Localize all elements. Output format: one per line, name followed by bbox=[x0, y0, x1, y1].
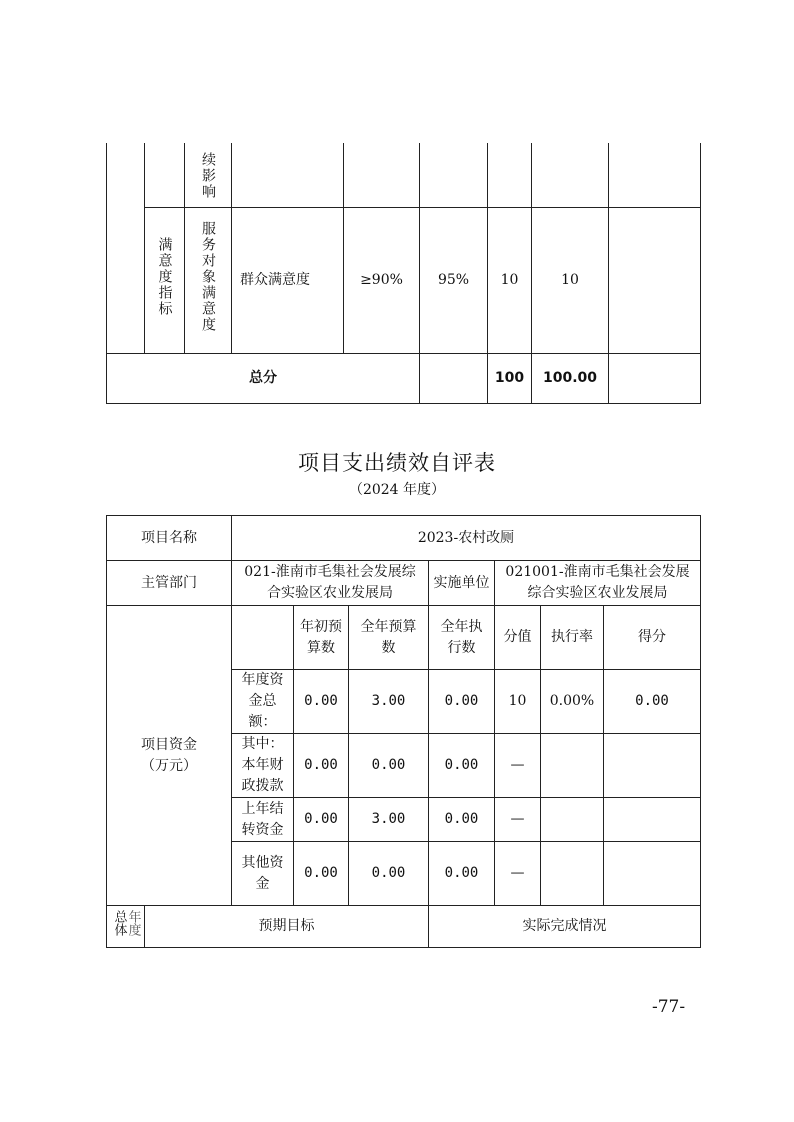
annual-executed: 0.00 bbox=[429, 842, 495, 906]
blank-cell bbox=[609, 207, 701, 353]
target-value: ≥90% bbox=[344, 207, 420, 353]
annual-budget: 3.00 bbox=[349, 670, 429, 734]
sub-indicator-cell bbox=[185, 207, 232, 353]
blank-cell bbox=[532, 143, 609, 207]
score bbox=[604, 842, 701, 906]
total-weight: 100 bbox=[488, 353, 532, 403]
funds-section-label: 项目资金（万元） bbox=[107, 606, 232, 906]
actual-value: 95% bbox=[420, 207, 488, 353]
funds-row-label: 年度资金总额： bbox=[232, 670, 294, 734]
weight: — bbox=[495, 842, 541, 906]
blank-cell bbox=[609, 353, 701, 403]
project-name-value: 2023-农村改厕 bbox=[232, 516, 701, 561]
table-row bbox=[107, 561, 701, 606]
table-row bbox=[107, 143, 701, 207]
score: 0.00 bbox=[604, 670, 701, 734]
actual-completion-label: 实际完成情况 bbox=[429, 906, 701, 948]
blank-cell bbox=[232, 143, 344, 207]
execution-rate bbox=[541, 798, 604, 842]
header-weight: 分值 bbox=[495, 606, 541, 670]
weight: — bbox=[495, 734, 541, 798]
blank-cell bbox=[145, 143, 185, 207]
blank-cell bbox=[107, 143, 145, 353]
indicator-name: 群众满意度 bbox=[232, 207, 344, 353]
indicator-category-cell bbox=[145, 207, 185, 353]
execution-rate: 0.00% bbox=[541, 670, 604, 734]
weight: — bbox=[495, 798, 541, 842]
initial-budget: 0.00 bbox=[294, 842, 349, 906]
score-weight: 10 bbox=[488, 207, 532, 353]
annual-executed: 0.00 bbox=[429, 734, 495, 798]
initial-budget: 0.00 bbox=[294, 670, 349, 734]
overall-label: 总体 bbox=[111, 910, 127, 936]
total-label: 总分 bbox=[107, 353, 420, 403]
annual-executed: 0.00 bbox=[429, 670, 495, 734]
sub-indicator-text: 服务对象满意度 bbox=[200, 220, 216, 333]
execution-rate bbox=[541, 842, 604, 906]
blank-cell bbox=[420, 143, 488, 207]
header-execution-rate: 执行率 bbox=[541, 606, 604, 670]
score bbox=[604, 798, 701, 842]
blank-cell bbox=[609, 143, 701, 207]
department-value: 021-淮南市毛集社会发展综合实验区农业发展局 bbox=[232, 561, 429, 606]
annual-budget: 3.00 bbox=[349, 798, 429, 842]
header-annual-budget: 全年预算数 bbox=[349, 606, 429, 670]
project-evaluation-table bbox=[106, 515, 701, 948]
initial-budget: 0.00 bbox=[294, 734, 349, 798]
blank-cell bbox=[488, 143, 532, 207]
sub-indicator-text: 续影响 bbox=[200, 151, 216, 200]
weight: 10 bbox=[495, 670, 541, 734]
funds-row-label: 其他资金 bbox=[232, 842, 294, 906]
execution-rate bbox=[541, 734, 604, 798]
sub-indicator-cell bbox=[185, 143, 232, 207]
goals-header-row bbox=[107, 906, 701, 948]
score-value: 10 bbox=[532, 207, 609, 353]
annual-executed: 0.00 bbox=[429, 798, 495, 842]
blank-cell bbox=[420, 353, 488, 403]
page-subtitle: （2024 年度） bbox=[348, 482, 446, 498]
funds-row-label: 上年结转资金 bbox=[232, 798, 294, 842]
overall-goal-label-cell bbox=[107, 906, 145, 948]
expected-goal-label: 预期目标 bbox=[145, 906, 429, 948]
indicator-category-text: 满意度指标 bbox=[156, 236, 173, 317]
table-row bbox=[107, 516, 701, 561]
page-number: -77- bbox=[652, 997, 686, 1017]
performance-indicator-table bbox=[106, 143, 701, 404]
annual-budget: 0.00 bbox=[349, 734, 429, 798]
initial-budget: 0.00 bbox=[294, 798, 349, 842]
funds-header-row bbox=[107, 606, 701, 670]
score bbox=[604, 734, 701, 798]
department-label: 主管部门 bbox=[107, 561, 232, 606]
project-name-label: 项目名称 bbox=[107, 516, 232, 561]
year-label: 年度 bbox=[125, 910, 141, 936]
header-annual-executed: 全年执行数 bbox=[429, 606, 495, 670]
page-title: 项目支出绩效自评表 bbox=[298, 451, 496, 475]
implementing-unit-label: 实施单位 bbox=[429, 561, 495, 606]
header-initial-budget: 年初预算数 bbox=[294, 606, 349, 670]
blank-cell bbox=[344, 143, 420, 207]
blank-cell bbox=[232, 606, 294, 670]
implementing-unit-value: 021001-淮南市毛集社会发展综合实验区农业发展局 bbox=[495, 561, 701, 606]
total-row bbox=[107, 353, 701, 403]
table-row bbox=[107, 207, 701, 353]
header-score: 得分 bbox=[604, 606, 701, 670]
annual-budget: 0.00 bbox=[349, 842, 429, 906]
funds-row-label: 其中：本年财政拨款 bbox=[232, 734, 294, 798]
total-score: 100.00 bbox=[532, 353, 609, 403]
